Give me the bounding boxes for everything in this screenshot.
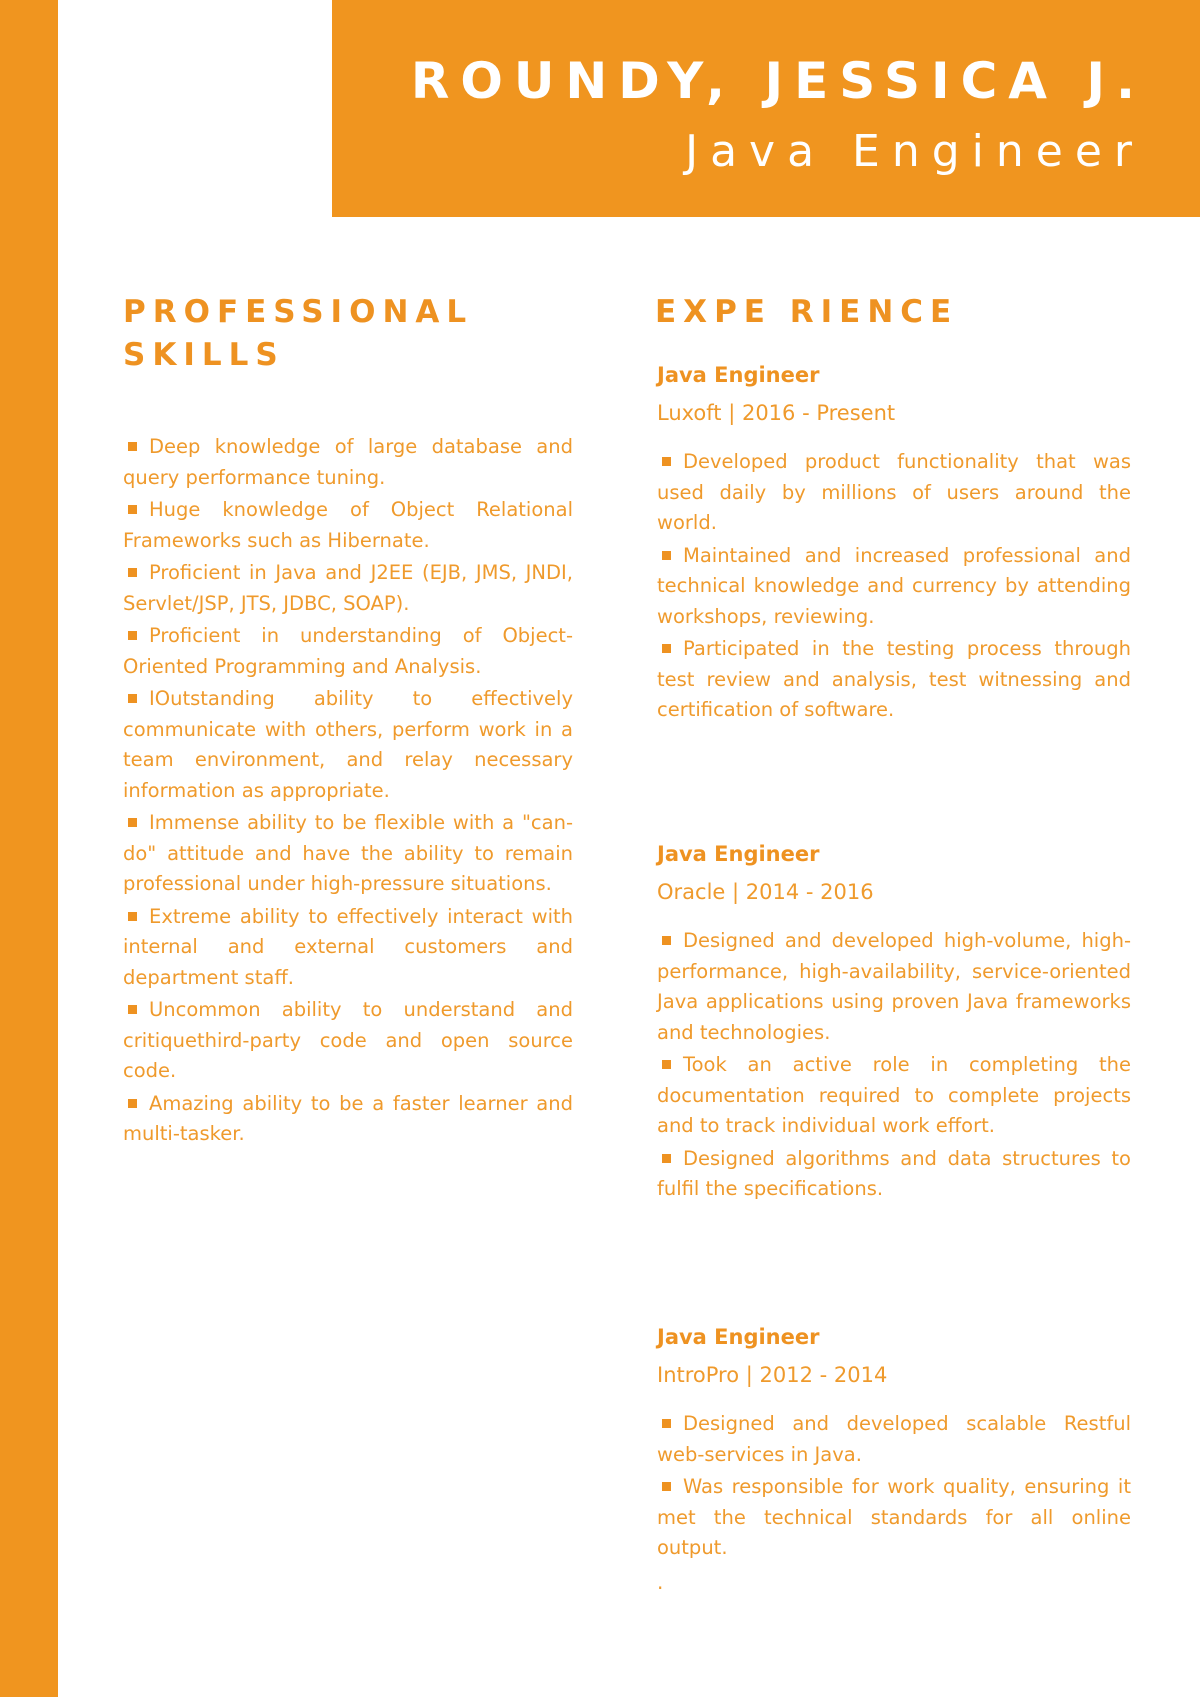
skill-item: Uncommon ability to understand and critiquethird-party code and open source code. (123, 998, 573, 1082)
square-bullet-icon (662, 1419, 671, 1428)
candidate-name: ROUNDY, JESSICA J. (410, 52, 1146, 110)
square-bullet-icon (128, 631, 137, 640)
job-bullet: Designed algorithms and data structures to fulfil the specifications. (657, 1146, 1131, 1200)
job-bullets (657, 926, 1131, 1205)
square-bullet-icon (662, 551, 671, 560)
job-bullet: Was responsible for work quality, ensuring it met the technical standards for all online output. (657, 1475, 1131, 1559)
job-entry-oracle (657, 839, 1131, 1207)
skill-item: IOutstanding ability to effectively communicate with others, perform work in a team environment, and relay necessary information as appropriate. (123, 687, 573, 802)
skill-item: Immense ability to be flexible with a "can-do" attitude and have the ability to remain professional under high-pressure situations. (123, 811, 573, 895)
job-bullet: Participated in the testing process through test review and analysis, test witnessing and certification of software. (657, 637, 1131, 721)
job-entry-luxoft (657, 360, 1131, 728)
skill-item: Deep knowledge of large database and query performance tuning. (123, 435, 573, 489)
square-bullet-icon (662, 1482, 671, 1491)
square-bullet-icon (128, 1099, 137, 1108)
square-bullet-icon (128, 568, 137, 577)
job-bullet: Maintained and increased professional and technical knowledge and currency by attending workshops, reviewing. (657, 543, 1131, 628)
skill-item: Amazing ability to be a faster learner and multi-tasker. (123, 1091, 573, 1145)
experience-heading: EXPE RIENCE (655, 294, 959, 330)
skill-item: Huge knowledge of Object Relational Frameworks such as Hibernate. (123, 498, 573, 552)
job-company-dates: Luxoft | 2016 - Present (657, 401, 896, 425)
job-role: Java Engineer (657, 363, 820, 387)
square-bullet-icon (128, 1005, 137, 1014)
square-bullet-icon (128, 505, 137, 514)
square-bullet-icon (128, 818, 137, 827)
job-company-dates: Oracle | 2014 - 2016 (657, 880, 874, 904)
job-bullet: Developed product functionality that was used daily by millions of users around the world. (657, 450, 1131, 534)
job-role: Java Engineer (657, 842, 820, 866)
square-bullet-icon (662, 457, 671, 466)
resume-header (332, 0, 1200, 217)
trailing-period: . (657, 1570, 664, 1594)
candidate-title: Java Engineer (685, 126, 1144, 177)
job-bullets (657, 1409, 1131, 1564)
job-bullet: Took an active role in completing the documentation required to complete projects and to track individual work effort. (657, 1053, 1131, 1137)
square-bullet-icon (662, 1154, 671, 1163)
job-bullet: Designed and developed scalable Restful web-services in Java. (657, 1412, 1131, 1466)
skills-list (123, 432, 573, 1152)
job-bullet: Designed and developed high-volume, high-performance, high-availability, service-oriented Java applications using proven Java frameworks and technologies. (657, 929, 1131, 1044)
skill-item: Proficient in Java and J2EE (EJB, JMS, JNDI, Servlet/JSP, JTS, JDBC, SOAP). (123, 561, 573, 615)
square-bullet-icon (128, 912, 137, 921)
job-company-dates: IntroPro | 2012 - 2014 (657, 1363, 888, 1387)
square-bullet-icon (662, 936, 671, 945)
job-entry-intropro (657, 1322, 1131, 1566)
skills-heading: PROFESSIONAL SKILLS (123, 294, 474, 373)
left-accent-bar (0, 0, 58, 1697)
job-role: Java Engineer (657, 1325, 820, 1349)
skill-item: Extreme ability to effectively interact with internal and external customers and department staff. (123, 904, 573, 989)
square-bullet-icon (128, 694, 137, 703)
square-bullet-icon (128, 442, 137, 451)
job-bullets (657, 447, 1131, 726)
square-bullet-icon (662, 644, 671, 653)
skill-item: Proficient in understanding of Object-Oriented Programming and Analysis. (123, 624, 573, 678)
square-bullet-icon (662, 1060, 671, 1069)
